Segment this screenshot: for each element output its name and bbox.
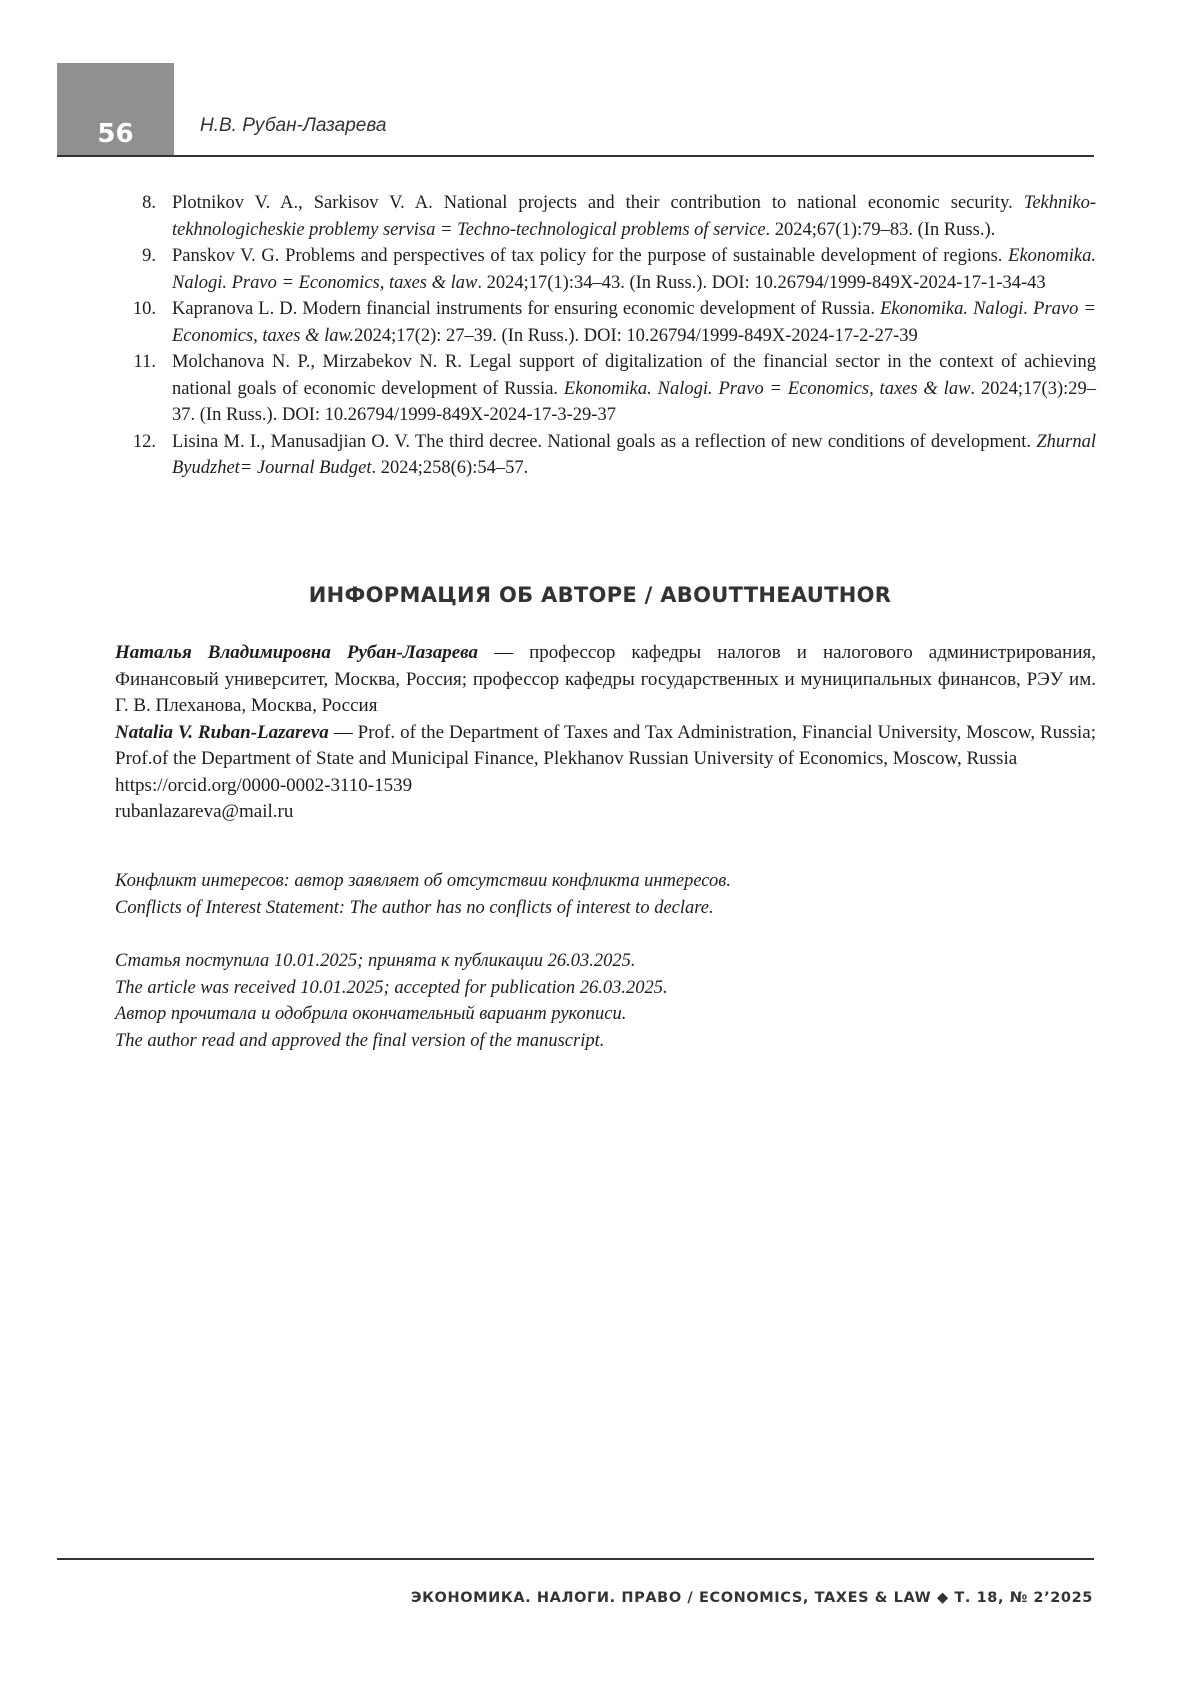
reference-details: . 2024;17(1):34–43. (In Russ.). DOI: 10.26794/1999-849X-2024-17-1-34-43 bbox=[477, 272, 1046, 293]
reference-number: 9. bbox=[142, 246, 156, 266]
footer-rule bbox=[57, 1558, 1094, 1560]
reference-list bbox=[116, 190, 1096, 482]
running-head: Н.В. Рубан-Лазарева bbox=[200, 115, 387, 136]
author-desc-en: — Prof. of the Department of Taxes and Tax Administration, Financial University, Moscow, Russia; Prof.of the Department of State and Municipal Finance, Plekhanov Russian University of Economics, Moscow, Russia bbox=[115, 721, 1096, 769]
author-info-ru bbox=[115, 640, 1096, 720]
reference-number: 12. bbox=[132, 431, 156, 452]
conflict-statement bbox=[115, 868, 1096, 921]
author-desc-ru: — профессор кафедры налогов и налогового администрирования, Финансовый университет, Москва, Россия; профессор кафедры государственных и муниципальных финансов, РЭУ им. Г. В. Плеханова, Москва, Россия bbox=[115, 642, 1096, 716]
reference-journal: Tekhniko-tekhnologicheskie problemy servisa = Techno-technological problems of service bbox=[172, 193, 1097, 240]
reference-number: 8. bbox=[142, 193, 156, 213]
reference-journal: Ekonomika. Nalogi. Pravo = Economics, taxes & law. bbox=[172, 299, 1096, 346]
reference-item bbox=[116, 243, 1096, 296]
author-name-ru: Наталья Владимировна Рубан-Лазарева bbox=[115, 642, 479, 663]
approved-en: The author read and approved the final version of the manuscript. bbox=[115, 1030, 605, 1051]
reference-item bbox=[116, 349, 1096, 429]
author-info-en bbox=[115, 720, 1096, 773]
reference-journal: Zhurnal Byudzhet= Journal Budget bbox=[172, 431, 1096, 478]
reference-authors: Kapranova L. D. Modern financial instruments for ensuring economic development of Russia. bbox=[172, 299, 876, 319]
reference-authors: Molchanova N. P., Mirzabekov N. R. Legal support of digitalization of the financial sector in the context of achieving national goals of economic development of Russia. bbox=[172, 352, 1096, 399]
page-number: 56 bbox=[97, 119, 134, 149]
reference-details: . 2024;17(3):29–37. (In Russ.). DOI: 10.26794/1999-849X-2024-17-3-29-37 bbox=[172, 378, 1096, 425]
reference-number: 10. bbox=[132, 299, 156, 319]
reference-item bbox=[116, 429, 1096, 482]
reference-authors: Lisina M. I., Manusadjian O. V. The third decree. National goals as a reflection of new conditions of development. bbox=[172, 431, 1032, 452]
reference-details: . 2024;258(6):54–57. bbox=[371, 458, 529, 478]
received-en: The article was received 10.01.2025; accepted for publication 26.03.2025. bbox=[115, 977, 668, 998]
reference-details: . 2024;67(1):79–83. (In Russ.). bbox=[765, 219, 996, 240]
reference-details: 2024;17(2): 27–39. (In Russ.). DOI: 10.26794/1999-849X-2024-17-2-27-39 bbox=[354, 325, 918, 346]
reference-number: 11. bbox=[133, 352, 156, 372]
received-ru: Статья поступила 10.01.2025; принята к публикации 26.03.2025. bbox=[115, 951, 636, 971]
conflict-en: Conflicts of Interest Statement: The author has no conflicts of interest to declare. bbox=[115, 897, 714, 918]
journal-footer bbox=[411, 1590, 1093, 1606]
reference-item bbox=[116, 296, 1096, 349]
reference-authors: Plotnikov V. A., Sarkisov V. A. National projects and their contribution to national economic security. bbox=[172, 193, 1013, 213]
author-section-heading: ИНФОРМАЦИЯ ОБ АВТОРЕ / ABOUTTHEAUTHOR bbox=[308, 583, 892, 607]
publication-dates bbox=[115, 948, 1096, 1054]
reference-item bbox=[116, 190, 1096, 243]
author-email[interactable]: rubanlazareva@mail.ru bbox=[115, 801, 294, 822]
reference-authors: Panskov V. G. Problems and perspectives of tax policy for the purpose of sustainable development of regions. bbox=[172, 246, 1003, 266]
header-rule bbox=[57, 155, 1094, 157]
author-info bbox=[115, 640, 1096, 826]
approved-ru: Автор прочитала и одобрила окончательный вариант рукописи. bbox=[115, 1004, 627, 1024]
reference-journal: Ekonomika. Nalogi. Pravo = Economics, taxes & law bbox=[172, 246, 1096, 293]
orcid-link[interactable]: https://orcid.org/0000-0002-3110-1539 bbox=[115, 774, 413, 796]
footer-issue: Т. 18, № 2’2025 bbox=[954, 1590, 1093, 1606]
reference-journal: Ekonomika. Nalogi. Pravo = Economics, taxes & law bbox=[563, 378, 971, 399]
author-name-en: Natalia V. Ruban-Lazareva bbox=[115, 721, 329, 743]
diamond-icon: ◆ bbox=[936, 1590, 949, 1606]
conflict-ru: Конфликт интересов: автор заявляет об отсутствии конфликта интересов. bbox=[115, 871, 731, 891]
footer-journal-title: ЭКОНОМИКА. НАЛОГИ. ПРАВО / ECONOMICS, TAXES & LAW bbox=[410, 1590, 932, 1606]
